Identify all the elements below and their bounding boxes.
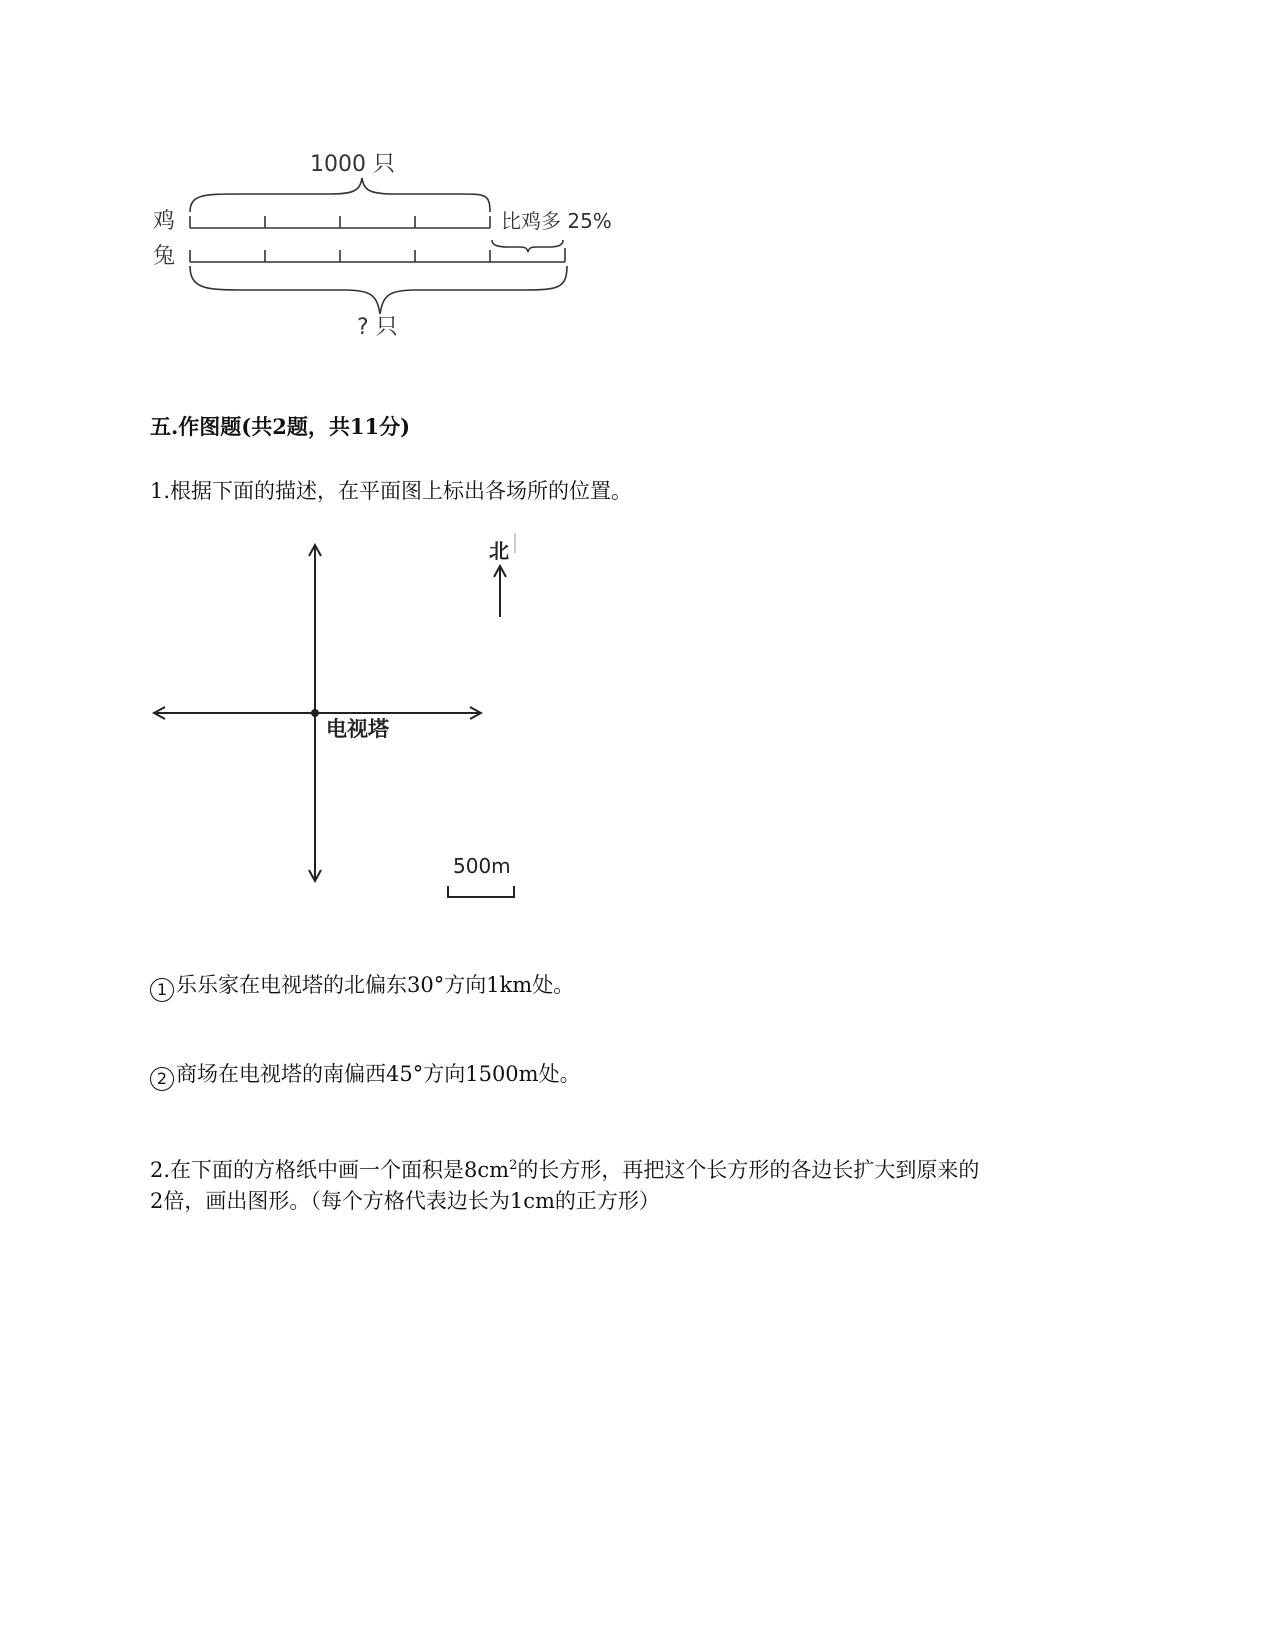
tv-tower-label: 电视塔 (326, 717, 389, 741)
circled-number-2: 2 (150, 1067, 174, 1091)
question-1-prompt: 1.根据下面的描述，在平面图上标出各场所的位置。 (150, 479, 633, 503)
chicken-label: 鸡 (153, 209, 176, 234)
question-2-line-2: 2倍，画出图形。（每个方格代表边长为1cm的正方形） (150, 1189, 660, 1213)
tv-tower-point (311, 709, 319, 717)
question-1-item-2 (150, 1058, 581, 1091)
question-2-line-1 (150, 1150, 979, 1186)
scale-bar (448, 886, 514, 897)
total-count-label: 1000 只 (310, 152, 395, 177)
north-label: 北 (489, 539, 509, 563)
question-count-label: ? 只 (357, 315, 398, 340)
extra-percent-label: 比鸡多 25% (501, 209, 612, 233)
question-1-item-1-text: 乐乐家在电视塔的北偏东30°方向1km处。 (176, 973, 575, 997)
circled-number-1: 1 (150, 978, 174, 1002)
question-2-line-1-post: 的长方形，再把这个长方形的各边长扩大到原来的 (517, 1158, 980, 1182)
section-title: 五.作图题(共2题，共11分) (150, 414, 411, 439)
question-1-item-1 (150, 969, 574, 1002)
scale-label: 500m (453, 854, 511, 878)
rabbit-label: 兔 (153, 244, 176, 269)
question-2-line-1-pre: 2.在下面的方格纸中画一个面积是8cm (150, 1158, 510, 1182)
squared-superscript: 2 (509, 1158, 518, 1173)
question-1-item-2-text: 商场在电视塔的南偏西45°方向1500m处。 (176, 1062, 581, 1086)
